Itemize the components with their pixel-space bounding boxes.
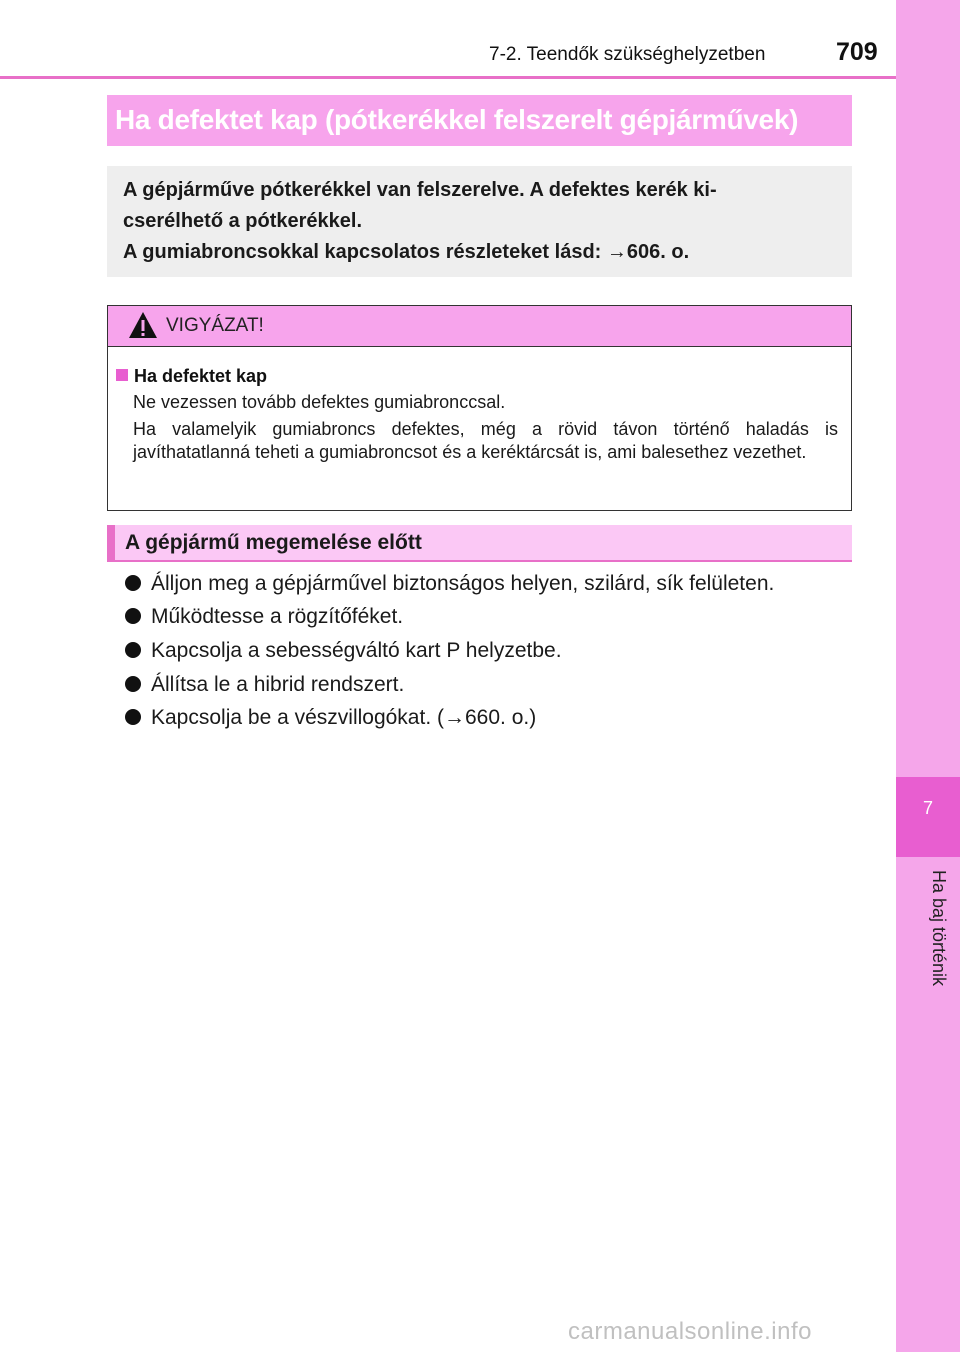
list-item: Működtesse a rögzítőféket. [125, 605, 403, 629]
page-title-bar [107, 95, 852, 146]
warning-triangle-icon [128, 311, 158, 339]
warning-subheading-text: Ha defektet kap [134, 366, 268, 386]
warning-label: VIGYÁZAT! [166, 315, 264, 336]
side-tab [896, 0, 960, 1352]
page-number: 709 [836, 38, 878, 66]
intro-line-1: A gépjárműve pótkerékkel van felszerelve. A defektes kerék ki- [123, 179, 717, 201]
header-section-title: 7-2. Teendők szükséghelyzetben [489, 44, 766, 65]
intro-line-3: A gumiabroncsokkal kapcsolatos részleteket lásd: →606. o. [123, 241, 690, 263]
page-title: Ha defektet kap (pótkerékkel felszerelt gépjárművek) [115, 104, 799, 135]
bullet-dot-icon [125, 575, 141, 591]
section-heading-bar [107, 525, 852, 562]
bullet-dot-icon [125, 608, 141, 624]
section-accent [107, 525, 115, 560]
list-item: Kapcsolja be a vészvillogókat. (→660. o.) [125, 706, 536, 730]
warning-subheading [116, 366, 267, 387]
warning-paragraph-2: Ha valamelyik gumiabroncs defektes, még a rövid távon történő haladás is javíthatatlanná teheti a gumiabroncsot és a keréktárcsát is, ami balesethez vezethet. [133, 419, 838, 462]
section-heading: A gépjármű megemelése előtt [125, 531, 422, 554]
warning-paragraph-1: Ne vezessen tovább defektes gumiabronccsal. [133, 392, 506, 412]
chapter-number-tab: 7 [896, 777, 960, 857]
bullet-dot-icon [125, 642, 141, 658]
bullet-dot-icon [125, 676, 141, 692]
header-divider [0, 76, 896, 79]
intro-line-2: cserélhető a pótkerékkel. [123, 210, 363, 232]
warning-header [108, 306, 851, 347]
warning-box [107, 305, 852, 511]
list-item: Állítsa le a hibrid rendszert. [125, 673, 404, 697]
list-item: Kapcsolja a sebességváltó kart P helyzetbe. [125, 639, 562, 663]
intro-box [107, 166, 852, 277]
list-item: Álljon meg a gépjárművel biztonságos helyen, szilárd, sík felületen. [125, 572, 774, 596]
bullet-dot-icon [125, 709, 141, 725]
square-bullet-icon [116, 369, 128, 381]
watermark: carmanualsonline.info [568, 1318, 812, 1345]
chapter-label: Ha baj történik [929, 870, 949, 987]
